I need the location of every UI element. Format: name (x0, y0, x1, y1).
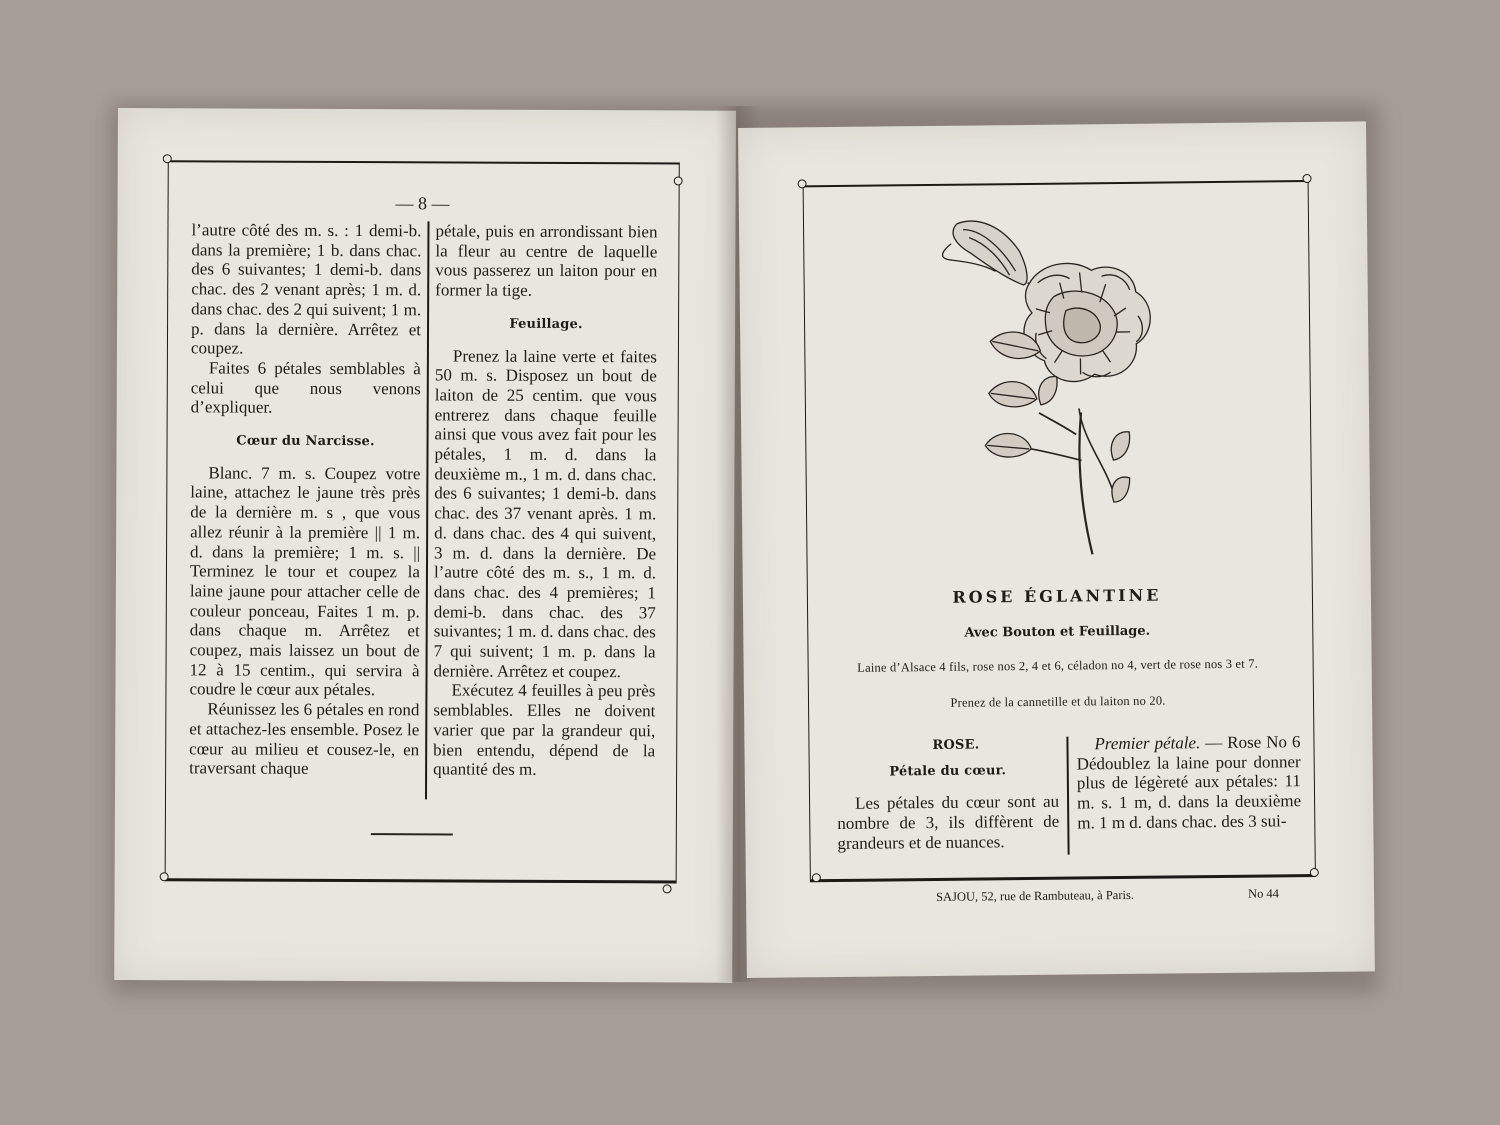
materials-line-2: Prenez de la cannetille et du laiton no 20. (950, 693, 1166, 710)
left-column-2 (433, 221, 657, 780)
corner-ornament-icon (163, 154, 172, 163)
paragraph: Faites 6 pétales semblables à celui que nous venons d’expliquer. (190, 358, 421, 418)
section-heading: Feuillage. (509, 316, 583, 332)
paragraph: Prenez la laine verte et faites 50 m. s. Disposez un bout de laiton de 25 centim. que vous entrerez dans chaque feuille ainsi que vous avez fait pour les pétales, 1 m. d. dans la deuxième m., 1 m. d. dans chac. des 6 suivantes; 1 demi-b. dans chac. des 37 venant après. 1 m. d. dans chac. des 4 qui suivent, 3 m. d. dans la dernière. De l’autre côté des m. s., 1 m. d. dans chac. des 4 premières; 1 demi-b. dans chac. des 37 suivantes; 1 m. d. dans chac. des 7 qui suivent; 1 m. p. dans la dernière. Arrêtez et coupez. (433, 345, 657, 681)
section-heading: Cœur du Narcisse. (236, 433, 375, 450)
section-heading: ROSE. (932, 737, 980, 753)
paragraph: Exécutez 4 feuilles à peu près semblables. Elles ne doivent varier que par la grandeur qui, bien entendu, dépend de la quantité des m. (433, 680, 656, 780)
corner-ornament-icon (674, 176, 683, 185)
paragraph: Blanc. 7 m. s. Coupez votre laine, attachez le jaune très près de la dernière m. s , que vous allez réunir à la première || 1 m. d. dans la première; 1 m. s. || Terminez le tour et coupez la laine jaune pour attacher celle de couleur ponceau, Faites 1 m. p. dans chaque m. Arrêtez et coupez, mais laissez un bout de 12 à 15 centim., qui servira à coudre le cœur aux pétales. (189, 463, 421, 700)
recipe-subtitle: Avec Bouton et Feuillage. (964, 623, 1151, 641)
page-number: — 8 — (395, 193, 450, 214)
petal-heading: Premier pétale. (1094, 733, 1201, 754)
right-page (738, 121, 1375, 978)
right-column-2 (1076, 732, 1301, 833)
materials-line: Laine d’Alsace 4 fils, rose nos 2, 4 et 6, céladon no 4, vert de rose nos 3 et 7. (857, 656, 1259, 675)
issue-number: No 44 (1247, 886, 1280, 901)
section-heading: Pétale du cœur. (889, 762, 1007, 780)
paragraph: Les pétales du cœur sont au nombre de 3, ils diffèrent de grandeurs et de nuances. (837, 792, 1060, 853)
rose-eglantine-icon (929, 211, 1203, 564)
corner-ornament-icon (1310, 868, 1319, 877)
corner-ornament-icon (663, 884, 672, 893)
paragraph: — Rose No 6 Dédoublez la laine pour donner plus de légèreté aux pétales: 11 m. s. 1 m, d. dans la deuxième m. 1 m d. dans chac. des 3 sui- (1076, 732, 1302, 833)
paragraph: pétale, puis en arrondissant bien la fleur au centre de laquelle vous passerez un laiton pour en former la tige. (435, 221, 658, 300)
left-column-1 (189, 220, 421, 779)
left-page (114, 108, 736, 983)
corner-ornament-icon (1303, 174, 1312, 183)
corner-ornament-icon (812, 873, 821, 882)
paragraph: Réunissez les 6 pétales en rond et attachez-les ensemble. Posez le cœur au milieu et cousez-le, en traversant chaque (189, 699, 420, 779)
corner-ornament-icon (160, 872, 169, 881)
paragraph: l’autre côté des m. s. : 1 demi-b. dans la première; 1 b. dans chac. des 6 suivantes; 1 demi-b. dans chac. des 2 venant après; 1 m. d. dans chac. des 2 qui suivent; 1 m. p. dans la dernière. Arrêtez et coupez. (190, 220, 422, 358)
right-column-1 (836, 735, 1059, 854)
recipe-title: ROSE ÉGLANTINE (952, 585, 1162, 607)
corner-ornament-icon (798, 179, 807, 188)
publisher-footer: SAJOU, 52, rue de Rambuteau, à Paris. (935, 887, 1135, 904)
